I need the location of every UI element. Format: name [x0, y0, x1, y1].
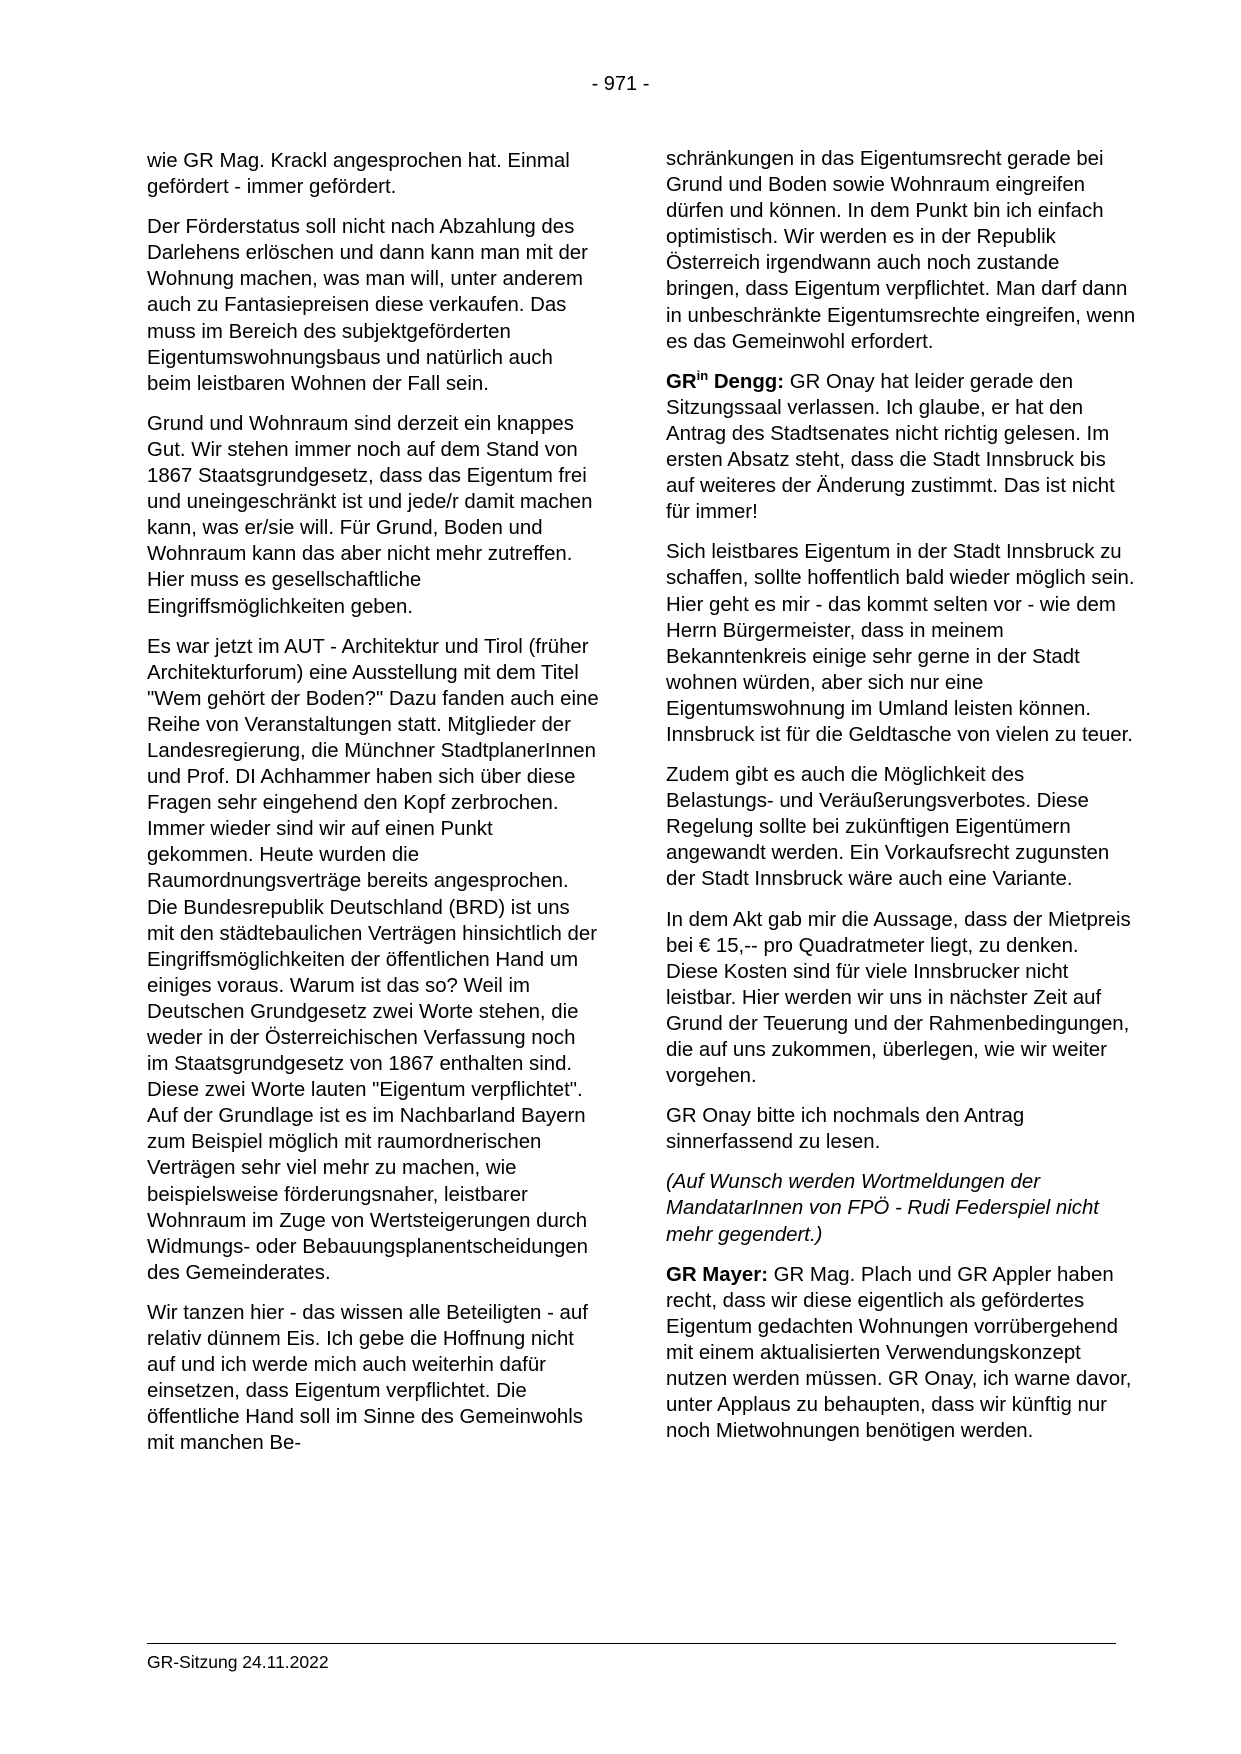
paragraph: Es war jetzt im AUT - Architektur und Tirol (früher Architekturforum) eine Ausstellung mit dem Titel "Wem gehört der Boden?" Dazu fanden auch eine Reihe von Veranstaltungen statt. Mitglieder der Landesregierung, die Münchner StadtplanerInnen und Prof. DI Achhammer haben sich über diese Fragen sehr eingehend den Kopf zerbrochen. Immer wieder sind wir auf einen Punkt gekommen. Heute wurden die Raumordnungsverträge bereits angesprochen. Die Bundesrepublik Deutschland (BRD) ist uns mit den städtebaulichen Verträgen hinsichtlich der Eingriffsmöglichkeiten der öffentlichen Hand um einiges voraus. Warum ist das so? Weil im Deutschen Grundgesetz zwei Worte stehen, die weder in der Österreichischen Verfassung noch im Staatsgrundgesetz von 1867 enthalten sind. Diese zwei Worte lauten "Eigentum verpflichtet". Auf der Grundlage ist es im Nachbarland Bayern zum Beispiel möglich mit raumordnerischen Verträgen sehr viel mehr zu machen, wie beispielsweise förderungsnaher, leistbarer Wohnraum im Zuge von Wertsteigerungen durch Widmungs- oder Bebauungsplanentscheidungen des Gemeinderates. [147, 635, 599, 1284]
speaker-label: GR Mayer: [666, 1263, 768, 1286]
speech-text: GR Mag. Plach und GR Appler haben recht, dass wir diese eigentlich als gefördertes Eigentum gedachten Wohnungen vorrübergehend mit einem aktualisierten Verwendungskonzept nutzen werden müssen. GR Onay, ich warne davor, unter Applaus zu behaupten, dass wir künftig nur noch Mietwohnungen benötigen werden. [666, 1263, 1132, 1443]
right-column [666, 146, 1136, 1458]
speech-mayer [666, 1262, 1136, 1445]
paragraph: wie GR Mag. Krackl angesprochen hat. Einmal gefördert - immer gefördert. [147, 150, 570, 199]
paragraph: Der Förderstatus soll nicht nach Abzahlung des Darlehens erlöschen und dann kann man mit der Wohnung machen, was man will, unter anderem auch zu Fantasiepreisen diese verkaufen. Das muss im Bereich des subjektgeförderten Eigentumswohnungsbaus und natürlich auch beim leistbaren Wohnen der Fall sein. [147, 216, 588, 395]
paragraph: Zudem gibt es auch die Möglichkeit des Belastungs- und Veräußerungsverbotes. Diese Regelung sollte bei zukünftigen Eigentümern angewandt werden. Ein Vorkaufsrecht zugunsten der Stadt Innsbruck wäre auch eine Variante. [666, 764, 1110, 891]
editorial-note: (Auf Wunsch werden Wortmeldungen der MandatarInnen von FPÖ - Rudi Federspiel nicht mehr gegendert.) [666, 1171, 1099, 1246]
speech-text: GR Onay hat leider gerade den Sitzungssaal verlassen. Ich glaube, er hat den Antrag des Stadtsenates nicht richtig gelesen. Im ersten Absatz steht, dass die Stadt Innsbruck bis auf weiteres der Änderung zustimmt. Das ist nicht für immer! [666, 370, 1115, 524]
paragraph: Grund und Wohnraum sind derzeit ein knappes Gut. Wir stehen immer noch auf dem Stand von 1867 Staatsgrundgesetz, dass das Eigentum frei und uneingeschränkt ist und jede/r damit machen kann, was er/sie will. Für Grund, Boden und Wohnraum kann das aber nicht mehr zutreffen. Hier muss es gesellschaftliche Eingriffsmöglichkeiten geben. [147, 412, 593, 618]
page-number: - 971 - [591, 73, 650, 95]
paragraph: Sich leistbares Eigentum in der Stadt Innsbruck zu schaffen, sollte hoffentlich bald wieder möglich sein. Hier geht es mir - das kommt selten vor - wie dem Herrn Bürgermeister, dass in meinem Bekanntenkreis einige sehr gerne in der Stadt wohnen würden, aber sich nur eine Eigentumswohnung im Umland leisten können. Innsbruck ist für die Geldtasche von vielen zu teuer. [666, 541, 1135, 746]
paragraph: schränkungen in das Eigentumsrecht gerade bei Grund und Boden sowie Wohnraum eingreifen dürfen und können. In dem Punkt bin ich einfach optimistisch. Wir werden es in der Republik Österreich irgendwann auch noch zustande bringen, dass Eigentum verpflichtet. Man darf dann in unbeschränkte Eigentumsrechte eingreifen, wenn es das Gemeinwohl erfordert. [666, 148, 1136, 353]
paragraph: GR Onay bitte ich nochmals den Antrag sinnerfassend zu lesen. [666, 1105, 1025, 1154]
speaker-label: $GR^{in}$ Dengg: [666, 367, 785, 393]
footer-divider [147, 1643, 1116, 1644]
paragraph: In dem Akt gab mir die Aussage, dass der Mietpreis bei € 15,-- pro Quadratmeter liegt, zu denken. Diese Kosten sind für viele Innsbrucker nicht leistbar. Hier werden wir uns in nächster Zeit auf Grund der Teuerung und der Rahmenbedingungen, die auf uns zukommen, überlegen, wie wir weiter vorgehen. [666, 908, 1131, 1088]
footer-session: GR-Sitzung 24.11.2022 [147, 1652, 329, 1672]
paragraph: Wir tanzen hier - das wissen alle Beteiligten - auf relativ dünnem Eis. Ich gebe die Hoffnung nicht auf und ich werde mich auch weiterhin dafür einsetzen, dass Eigentum verpflichtet. Die öffentliche Hand soll im Sinne des Gemeinwohls mit manchen Be- [147, 1301, 588, 1455]
speech-dengg [666, 369, 1136, 526]
left-column [147, 148, 602, 1471]
